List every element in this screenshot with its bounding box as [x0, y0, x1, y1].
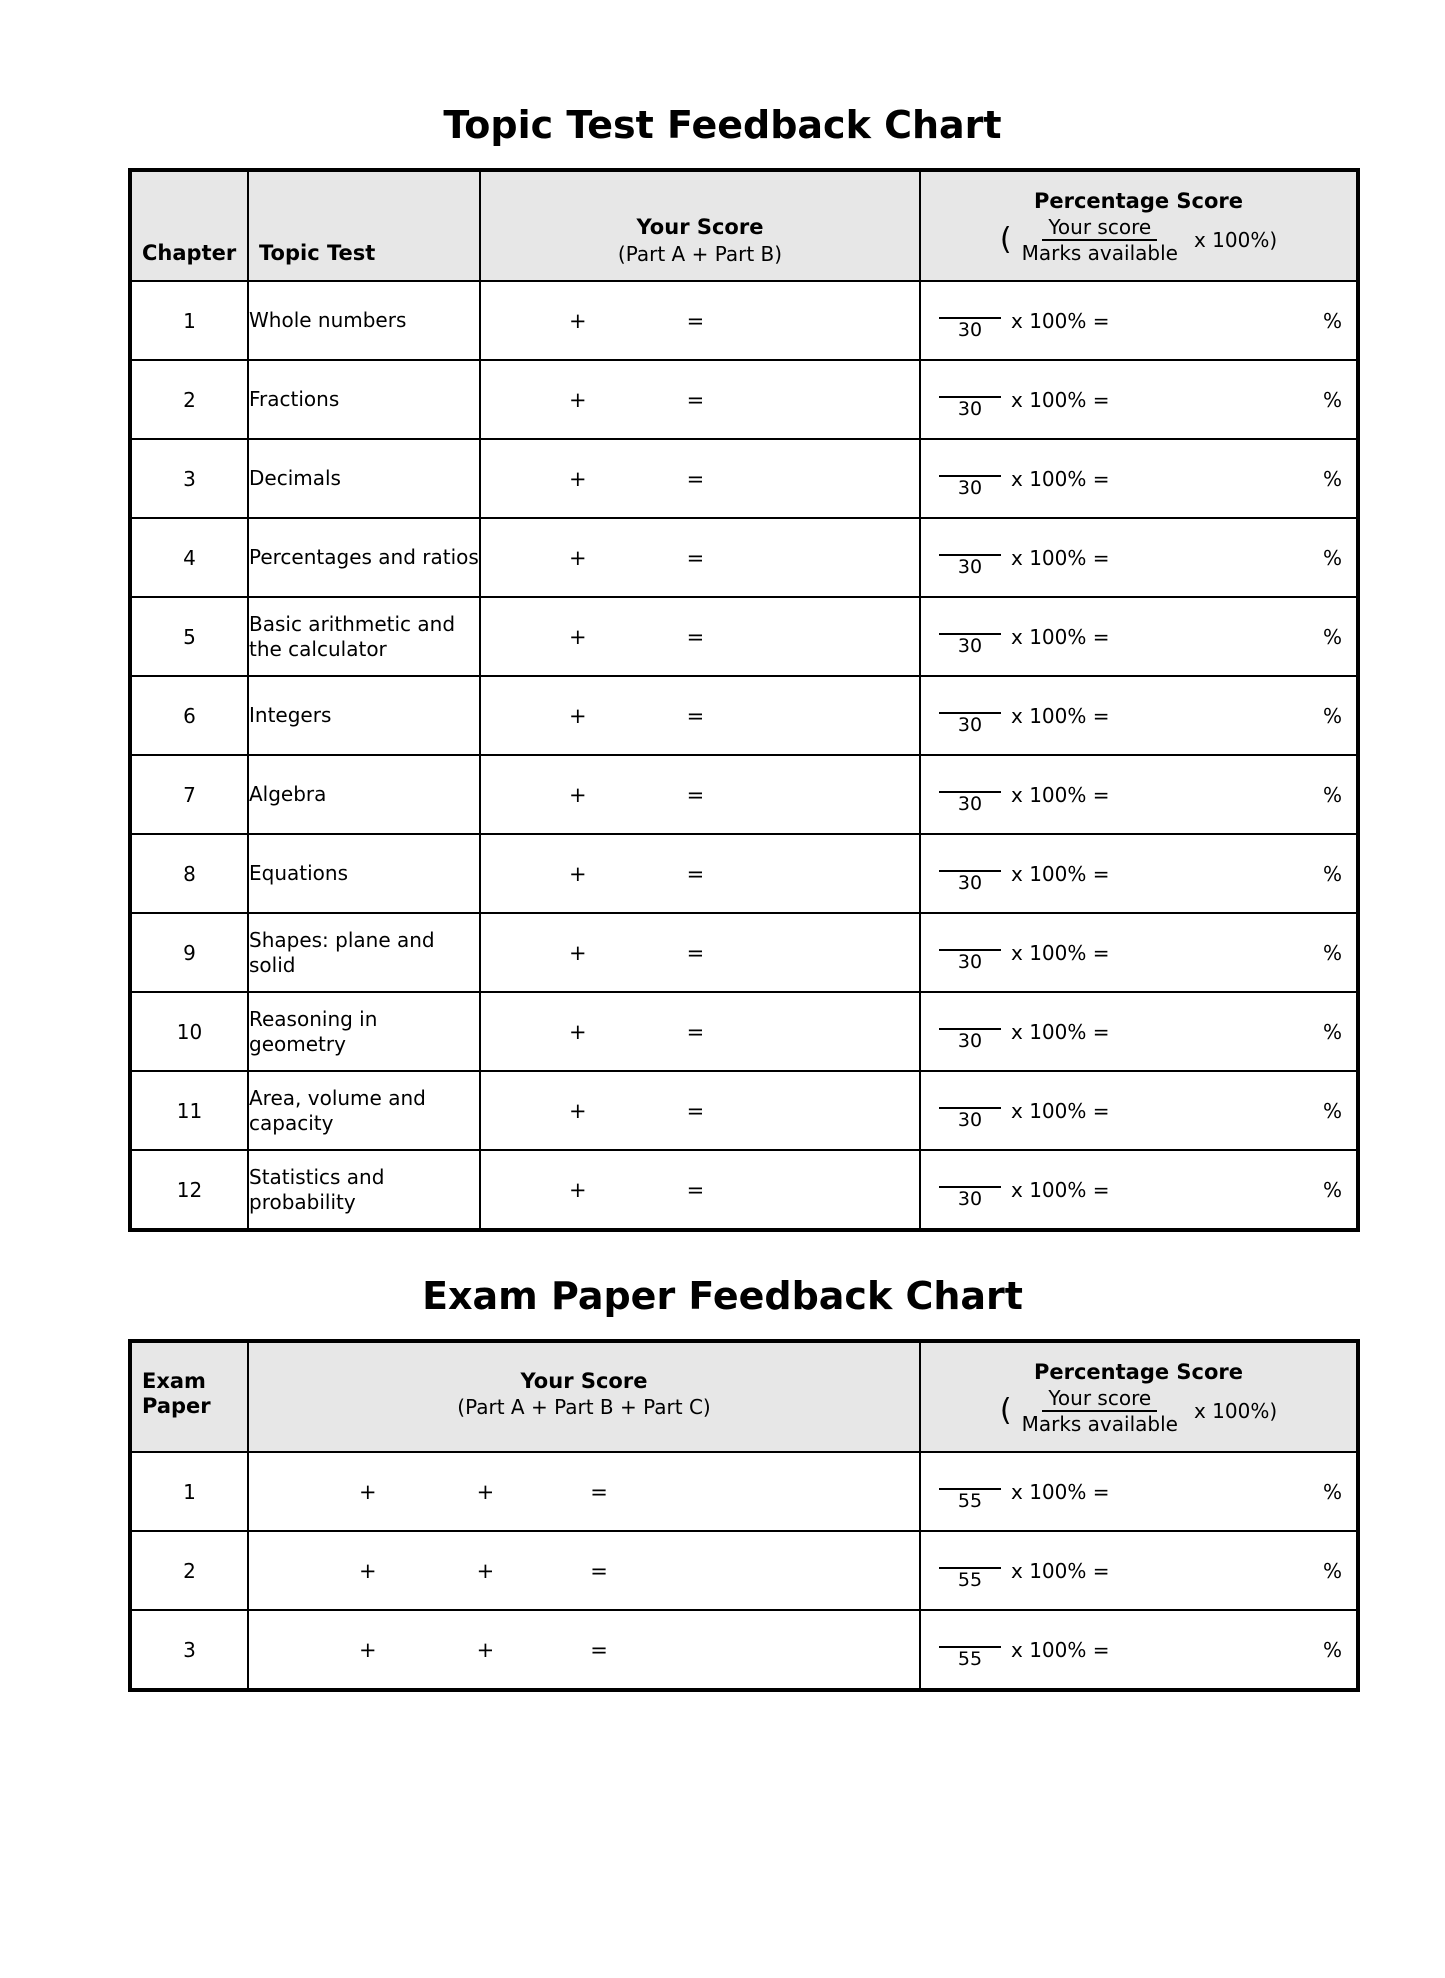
percent-sign: % [1322, 1019, 1342, 1044]
your-score-cell[interactable] [480, 1150, 920, 1230]
score-fraction [939, 1012, 1001, 1052]
multiply-expression: x 100% = [1011, 1558, 1110, 1583]
plus-sign: + [569, 1019, 587, 1044]
chapter-number-cell: 12 [130, 1150, 248, 1230]
topic-test-name-cell: Reasoning in geometry [248, 992, 480, 1071]
percentage-score-cell[interactable] [920, 755, 1358, 834]
percent-sign: % [1322, 1098, 1342, 1123]
your-score-cell[interactable] [480, 834, 920, 913]
formula-open-paren: ( [999, 222, 1012, 258]
topic-percentage-formula [999, 214, 1278, 265]
percent-sign: % [1322, 1177, 1342, 1202]
equals-sign: = [590, 1637, 608, 1662]
exam-header-your-score [248, 1341, 920, 1452]
score-fraction [939, 696, 1001, 736]
multiply-expression: x 100% = [1011, 545, 1110, 570]
topic-test-name-cell: Basic arithmetic and the calculator [248, 597, 480, 676]
plus-sign: + [569, 1098, 587, 1123]
formula-numerator: Your score [1042, 217, 1157, 241]
equals-sign: = [686, 308, 705, 333]
formula-numerator: Your score [1042, 1388, 1157, 1412]
plus-sign-1: + [359, 1558, 377, 1583]
topic-header-chapter [130, 170, 248, 281]
score-fraction-numerator-blank[interactable] [939, 854, 1001, 872]
table-row [130, 518, 1358, 597]
your-score-cell[interactable] [480, 913, 920, 992]
exam-header-percentage-label: Percentage Score [1033, 1360, 1244, 1385]
formula-multiplier: x 100%) [1193, 227, 1278, 252]
plus-sign-1: + [359, 1479, 377, 1504]
equals-sign: = [686, 1177, 705, 1202]
topic-header-percentage-score [920, 170, 1358, 281]
topic-header-your-score-parts: (Part A + Part B) [617, 242, 783, 266]
plus-sign: + [569, 466, 587, 491]
your-score-cell[interactable] [480, 597, 920, 676]
table-row [130, 913, 1358, 992]
percent-sign: % [1322, 308, 1342, 333]
score-fraction [939, 1630, 1001, 1670]
formula-fraction [1016, 1385, 1184, 1436]
score-fraction-numerator-blank[interactable] [939, 617, 1001, 635]
multiply-expression: x 100% = [1011, 387, 1110, 412]
table-row [130, 1531, 1358, 1610]
score-fraction-numerator-blank[interactable] [939, 1170, 1001, 1188]
chapter-number-cell: 7 [130, 755, 248, 834]
your-score-cell[interactable] [480, 360, 920, 439]
equals-sign: = [590, 1558, 608, 1583]
score-fraction-numerator-blank[interactable] [939, 380, 1001, 398]
score-fraction-numerator-blank[interactable] [939, 1551, 1001, 1569]
score-fraction [939, 1170, 1001, 1210]
formula-denominator: Marks available [1021, 240, 1178, 265]
score-fraction-numerator-blank[interactable] [939, 459, 1001, 477]
score-fraction [939, 459, 1001, 499]
topic-table-body [130, 281, 1358, 1230]
score-fraction-denominator: 30 [957, 634, 983, 657]
topic-test-name-cell: Integers [248, 676, 480, 755]
exam-paper-feedback-table [128, 1339, 1360, 1692]
your-score-cell[interactable] [480, 755, 920, 834]
topic-test-name-cell: Equations [248, 834, 480, 913]
equals-sign: = [686, 545, 705, 570]
exam-table-head [130, 1341, 1358, 1452]
your-score-cell[interactable] [480, 439, 920, 518]
score-fraction-denominator: 55 [957, 1489, 983, 1512]
plus-sign: + [569, 940, 587, 965]
topic-header-chapter-label: Chapter [142, 241, 237, 266]
multiply-expression: x 100% = [1011, 861, 1110, 886]
exam-header-percentage-score [920, 1341, 1358, 1452]
percent-sign: % [1322, 703, 1342, 728]
percent-sign: % [1322, 1637, 1342, 1662]
multiply-expression: x 100% = [1011, 1098, 1110, 1123]
multiply-expression: x 100% = [1011, 1637, 1110, 1662]
percentage-score-cell[interactable] [920, 834, 1358, 913]
percentage-score-cell[interactable] [920, 1531, 1358, 1610]
score-fraction-denominator: 30 [957, 397, 983, 420]
score-fraction [939, 933, 1001, 973]
topic-header-topic-test-label: Topic Test [259, 241, 376, 266]
equals-sign: = [686, 387, 705, 412]
equals-sign: = [686, 624, 705, 649]
plus-sign: + [569, 545, 587, 570]
exam-table-body [130, 1452, 1358, 1690]
table-row [130, 360, 1358, 439]
percent-sign: % [1322, 1479, 1342, 1504]
table-row [130, 281, 1358, 360]
table-row [130, 755, 1358, 834]
equals-sign: = [686, 1019, 705, 1044]
table-row [130, 834, 1358, 913]
score-fraction-numerator-blank[interactable] [939, 775, 1001, 793]
exam-paper-number-cell: 3 [130, 1610, 248, 1690]
score-fraction [939, 538, 1001, 578]
your-score-cell[interactable] [480, 518, 920, 597]
your-score-cell[interactable] [480, 992, 920, 1071]
chapter-number-cell: 9 [130, 913, 248, 992]
chapter-number-cell: 8 [130, 834, 248, 913]
equals-sign: = [590, 1479, 608, 1504]
score-fraction-numerator-blank[interactable] [939, 1630, 1001, 1648]
percentage-score-cell[interactable] [920, 992, 1358, 1071]
percentage-score-cell[interactable] [920, 439, 1358, 518]
score-fraction-denominator: 30 [957, 713, 983, 736]
score-fraction-denominator: 30 [957, 555, 983, 578]
formula-multiplier: x 100%) [1193, 1398, 1278, 1423]
exam-header-row [130, 1341, 1358, 1452]
multiply-expression: x 100% = [1011, 703, 1110, 728]
score-fraction-numerator-blank[interactable] [939, 933, 1001, 951]
equals-sign: = [686, 1098, 705, 1123]
exam-percentage-formula [999, 1385, 1278, 1436]
your-score-cell[interactable] [248, 1610, 920, 1690]
exam-header-exam-paper-line2: Paper [142, 1394, 211, 1418]
topic-title-container [128, 0, 1317, 147]
score-fraction [939, 617, 1001, 657]
percentage-score-cell[interactable] [920, 518, 1358, 597]
topic-test-name-cell: Algebra [248, 755, 480, 834]
plus-sign-2: + [476, 1479, 495, 1504]
multiply-expression: x 100% = [1011, 624, 1110, 649]
multiply-expression: x 100% = [1011, 1177, 1110, 1202]
exam-paper-number-cell: 2 [130, 1531, 248, 1610]
multiply-expression: x 100% = [1011, 782, 1110, 807]
your-score-cell[interactable] [248, 1452, 920, 1531]
plus-sign-2: + [476, 1558, 495, 1583]
plus-sign: + [569, 624, 587, 649]
plus-sign-2: + [476, 1637, 495, 1662]
multiply-expression: x 100% = [1011, 1479, 1110, 1504]
score-fraction-numerator-blank[interactable] [939, 1012, 1001, 1030]
score-fraction-denominator: 30 [957, 871, 983, 894]
topic-test-name-cell: Percentages and ratios [248, 518, 480, 597]
score-fraction-denominator: 30 [957, 1187, 983, 1210]
score-fraction [939, 775, 1001, 815]
percent-sign: % [1322, 466, 1342, 491]
chapter-number-cell: 1 [130, 281, 248, 360]
chapter-number-cell: 11 [130, 1071, 248, 1150]
equals-sign: = [686, 940, 705, 965]
formula-fraction [1016, 214, 1184, 265]
equals-sign: = [686, 782, 705, 807]
table-row [130, 1071, 1358, 1150]
table-row [130, 1610, 1358, 1690]
equals-sign: = [686, 861, 705, 886]
plus-sign: + [569, 387, 587, 412]
plus-sign: + [569, 308, 587, 333]
table-row [130, 1452, 1358, 1531]
exam-header-exam-paper-line1: Exam [142, 1369, 206, 1394]
chapter-number-cell: 10 [130, 992, 248, 1071]
score-fraction-denominator: 30 [957, 476, 983, 499]
score-fraction [939, 1472, 1001, 1512]
topic-test-name-cell: Decimals [248, 439, 480, 518]
table-row [130, 1150, 1358, 1230]
topic-test-name-cell: Area, volume and capacity [248, 1071, 480, 1150]
topic-test-name-cell: Fractions [248, 360, 480, 439]
percent-sign: % [1322, 1558, 1342, 1583]
your-score-cell[interactable] [480, 281, 920, 360]
exam-title-container [128, 1232, 1317, 1318]
score-fraction-denominator: 55 [957, 1568, 983, 1591]
your-score-cell[interactable] [480, 1071, 920, 1150]
formula-open-paren: ( [999, 1393, 1012, 1429]
topic-header-percentage-label: Percentage Score [1033, 189, 1244, 214]
percentage-score-cell[interactable] [920, 913, 1358, 992]
percentage-score-cell[interactable] [920, 281, 1358, 360]
plus-sign: + [569, 861, 587, 886]
plus-sign-1: + [359, 1637, 377, 1662]
chapter-number-cell: 4 [130, 518, 248, 597]
topic-test-name-cell: Statistics and probability [248, 1150, 480, 1230]
chapter-number-cell: 3 [130, 439, 248, 518]
score-fraction-denominator: 30 [957, 792, 983, 815]
topic-header-row [130, 170, 1358, 281]
score-fraction [939, 854, 1001, 894]
topic-header-topic-test [248, 170, 480, 281]
topic-test-feedback-table [128, 168, 1360, 1232]
chapter-number-cell: 2 [130, 360, 248, 439]
percentage-score-cell[interactable] [920, 676, 1358, 755]
multiply-expression: x 100% = [1011, 308, 1110, 333]
plus-sign: + [569, 1177, 587, 1202]
score-fraction-denominator: 30 [957, 318, 983, 341]
table-row [130, 676, 1358, 755]
score-fraction-numerator-blank[interactable] [939, 696, 1001, 714]
percent-sign: % [1322, 624, 1342, 649]
multiply-expression: x 100% = [1011, 940, 1110, 965]
percentage-score-cell[interactable] [920, 597, 1358, 676]
exam-header-your-score-label: Your Score [520, 1368, 648, 1393]
score-fraction-denominator: 30 [957, 1029, 983, 1052]
score-fraction-numerator-blank[interactable] [939, 1472, 1001, 1490]
table-row [130, 992, 1358, 1071]
percentage-score-cell[interactable] [920, 1610, 1358, 1690]
score-fraction-denominator: 55 [957, 1647, 983, 1670]
formula-denominator: Marks available [1021, 1411, 1178, 1436]
topic-header-your-score [480, 170, 920, 281]
exam-header-your-score-parts: (Part A + Part B + Part C) [457, 1395, 711, 1420]
your-score-cell[interactable] [480, 676, 920, 755]
table-row [130, 439, 1358, 518]
topic-test-name-cell: Whole numbers [248, 281, 480, 360]
chapter-number-cell: 5 [130, 597, 248, 676]
topic-header-your-score-label: Your Score [636, 215, 764, 240]
table-row [130, 597, 1358, 676]
score-fraction [939, 1091, 1001, 1131]
score-fraction-numerator-blank[interactable] [939, 1091, 1001, 1109]
score-fraction-denominator: 30 [957, 950, 983, 973]
chapter-number-cell: 6 [130, 676, 248, 755]
percentage-score-cell[interactable] [920, 1150, 1358, 1230]
percent-sign: % [1322, 387, 1342, 412]
multiply-expression: x 100% = [1011, 466, 1110, 491]
topic-test-chart-title: Topic Test Feedback Chart [443, 103, 1002, 147]
topic-table-head [130, 170, 1358, 281]
exam-paper-chart-title: Exam Paper Feedback Chart [422, 1274, 1023, 1318]
your-score-cell[interactable] [248, 1531, 920, 1610]
exam-paper-number-cell: 1 [130, 1452, 248, 1531]
percent-sign: % [1322, 782, 1342, 807]
plus-sign: + [569, 782, 587, 807]
score-fraction-numerator-blank[interactable] [939, 301, 1001, 319]
plus-sign: + [569, 703, 587, 728]
score-fraction-numerator-blank[interactable] [939, 538, 1001, 556]
percent-sign: % [1322, 861, 1342, 886]
score-fraction [939, 1551, 1001, 1591]
percentage-score-cell[interactable] [920, 360, 1358, 439]
equals-sign: = [686, 703, 705, 728]
percent-sign: % [1322, 940, 1342, 965]
percent-sign: % [1322, 545, 1342, 570]
exam-header-exam-paper [130, 1341, 248, 1452]
multiply-expression: x 100% = [1011, 1019, 1110, 1044]
equals-sign: = [686, 466, 705, 491]
topic-test-name-cell: Shapes: plane and solid [248, 913, 480, 992]
percentage-score-cell[interactable] [920, 1452, 1358, 1531]
score-fraction [939, 380, 1001, 420]
percentage-score-cell[interactable] [920, 1071, 1358, 1150]
score-fraction-denominator: 30 [957, 1108, 983, 1131]
score-fraction [939, 301, 1001, 341]
